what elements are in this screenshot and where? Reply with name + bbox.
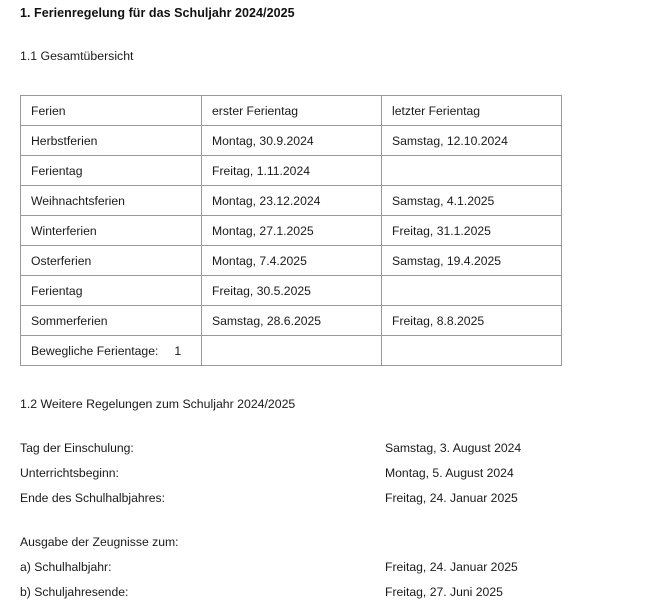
regulation-row [20, 486, 640, 511]
certificate-label: a) Schulhalbjahr: [20, 560, 112, 574]
regulation-value: Samstag, 3. August 2024 [385, 441, 522, 455]
certificate-value: Freitag, 27. Juni 2025 [385, 585, 503, 599]
column-header-ferien: Ferien [21, 96, 202, 126]
cell-letzter [382, 156, 562, 186]
column-header-erster: erster Ferientag [202, 96, 382, 126]
regulation-label: Ende des Schulhalbjahres: [20, 491, 165, 505]
certificates-heading-row [20, 530, 640, 555]
regulation-label: Tag der Einschulung: [20, 441, 134, 455]
cell-erster: Montag, 30.9.2024 [202, 126, 382, 156]
regulation-row [20, 461, 640, 486]
cell-erster: Montag, 7.4.2025 [202, 246, 382, 276]
table-row [21, 126, 562, 156]
cell-ferien: Winterferien [21, 216, 202, 246]
cell-erster-empty [202, 336, 382, 366]
regulation-label: Unterrichtsbeginn: [20, 466, 119, 480]
cell-ferien: Herbstferien [21, 126, 202, 156]
cell-letzter: Samstag, 12.10.2024 [382, 126, 562, 156]
cell-letzter [382, 276, 562, 306]
certificate-label: b) Schuljahresende: [20, 585, 129, 599]
certificates-list [20, 530, 640, 605]
table-row [21, 276, 562, 306]
table-row [21, 246, 562, 276]
table-row [21, 216, 562, 246]
regulations-list [20, 436, 640, 511]
cell-erster: Freitag, 30.5.2025 [202, 276, 382, 306]
cell-ferien: Weihnachtsferien [21, 186, 202, 216]
cell-letzter: Samstag, 4.1.2025 [382, 186, 562, 216]
cell-ferien: Osterferien [21, 246, 202, 276]
certificate-value: Freitag, 24. Januar 2025 [385, 560, 518, 574]
table-row-movable-holidays [21, 336, 562, 366]
cell-letzter: Freitag, 8.8.2025 [382, 306, 562, 336]
regulation-value: Freitag, 24. Januar 2025 [385, 491, 518, 505]
cell-ferien: Sommerferien [21, 306, 202, 336]
regulation-value: Montag, 5. August 2024 [385, 466, 514, 480]
certificates-heading: Ausgabe der Zeugnisse zum: [20, 535, 179, 549]
cell-letzter-empty [382, 336, 562, 366]
regulation-row [20, 436, 640, 461]
cell-erster: Montag, 23.12.2024 [202, 186, 382, 216]
table-row [21, 306, 562, 336]
cell-ferien: Ferientag [21, 276, 202, 306]
cell-erster: Samstag, 28.6.2025 [202, 306, 382, 336]
page-title: 1. Ferienregelung für das Schuljahr 2024/2025 [20, 6, 295, 20]
certificate-row [20, 555, 640, 580]
movable-holidays-label: Bewegliche Ferientage: [31, 343, 159, 358]
section-heading-1-1: 1.1 Gesamtübersicht [20, 49, 134, 63]
cell-letzter: Freitag, 31.1.2025 [382, 216, 562, 246]
cell-erster: Montag, 27.1.2025 [202, 216, 382, 246]
movable-holidays-count: 1 [174, 343, 182, 358]
holiday-overview-table [20, 95, 562, 366]
table-row [21, 156, 562, 186]
table-row [21, 186, 562, 216]
cell-letzter: Samstag, 19.4.2025 [382, 246, 562, 276]
cell-erster: Freitag, 1.11.2024 [202, 156, 382, 186]
cell-movable-holidays [21, 336, 202, 366]
certificate-row [20, 580, 640, 605]
section-heading-1-2: 1.2 Weitere Regelungen zum Schuljahr 2024/2025 [20, 397, 296, 411]
table-header-row [21, 96, 562, 126]
column-header-letzter: letzter Ferientag [382, 96, 562, 126]
cell-ferien: Ferientag [21, 156, 202, 186]
